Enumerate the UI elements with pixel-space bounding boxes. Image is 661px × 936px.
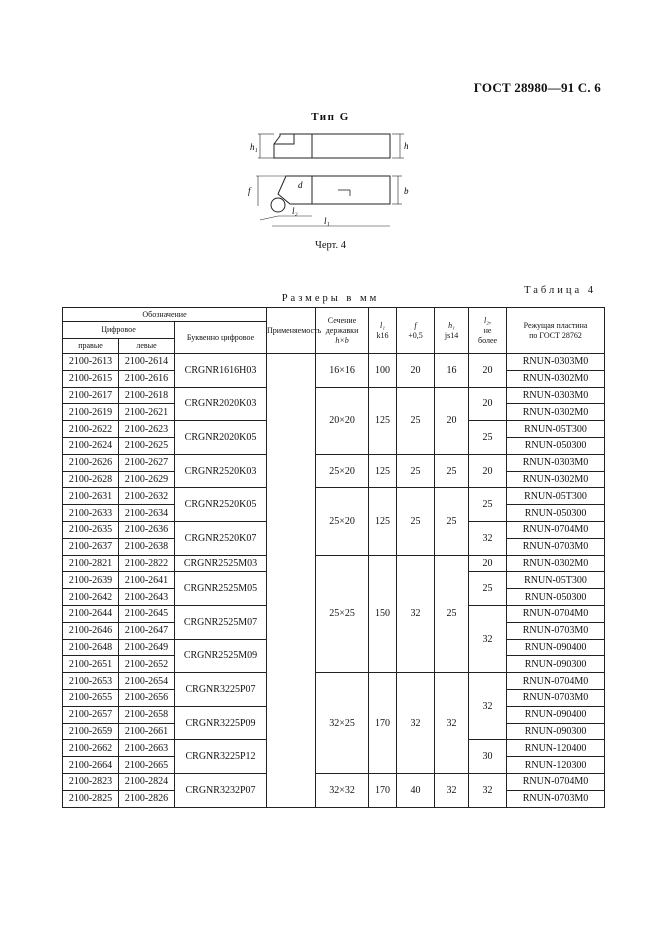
cell-insert: RNUN-0704M0 (507, 605, 605, 622)
cell-l2: 32 (469, 773, 507, 807)
label-b: b (404, 186, 409, 196)
cell-insert: RNUN-090400 (507, 706, 605, 723)
cell-h1: 20 (435, 387, 469, 454)
cell-right: 2100-2823 (63, 773, 119, 790)
cell-left: 2100-2623 (119, 421, 175, 438)
cell-right: 2100-2624 (63, 437, 119, 454)
cell-l2: 20 (469, 354, 507, 388)
header-l1: l₁ k16 (369, 308, 397, 354)
cell-insert: RNUN-0303M0 (507, 454, 605, 471)
cell-l2: 25 (469, 572, 507, 606)
cell-insert: RNUN-05T300 (507, 488, 605, 505)
cell-insert: RNUN-0302M0 (507, 370, 605, 387)
cell-right: 2100-2633 (63, 505, 119, 522)
cell-left: 2100-2663 (119, 740, 175, 757)
cell-l1: 170 (369, 673, 397, 774)
cell-l1: 125 (369, 488, 397, 555)
cell-insert: RNUN-0703M0 (507, 790, 605, 807)
header-f: f +0,5 (397, 308, 435, 354)
cell-insert: RNUN-0302M0 (507, 555, 605, 572)
cell-h1: 32 (435, 773, 469, 807)
cell-right: 2100-2664 (63, 757, 119, 774)
cell-left: 2100-2621 (119, 404, 175, 421)
cell-designation: CRGNR3225P07 (175, 673, 267, 707)
cell-applicability (267, 354, 316, 808)
cell-f: 25 (397, 387, 435, 454)
cell-right: 2100-2644 (63, 605, 119, 622)
cell-section: 32×32 (316, 773, 369, 807)
cell-right: 2100-2657 (63, 706, 119, 723)
cell-left: 2100-2625 (119, 437, 175, 454)
cell-right: 2100-2821 (63, 555, 119, 572)
cell-f: 20 (397, 354, 435, 388)
header-h1: h₁ js14 (435, 308, 469, 354)
cell-right: 2100-2642 (63, 589, 119, 606)
cell-right: 2100-2615 (63, 370, 119, 387)
cell-right: 2100-2622 (63, 421, 119, 438)
cell-l2: 32 (469, 521, 507, 555)
header-letter: Буквенно цифровое (175, 322, 267, 354)
cell-left: 2100-2627 (119, 454, 175, 471)
cell-h1: 32 (435, 673, 469, 774)
cell-insert: RNUN-090300 (507, 723, 605, 740)
cell-section: 25×25 (316, 555, 369, 673)
dimensions-table (62, 307, 605, 808)
cell-l2: 32 (469, 673, 507, 740)
header-right: правые (63, 339, 119, 354)
label-l1: l₁ (324, 216, 330, 226)
cell-left: 2100-2658 (119, 706, 175, 723)
cell-f: 25 (397, 488, 435, 555)
label-l2: l₂ (292, 206, 298, 216)
cell-h1: 16 (435, 354, 469, 388)
header-numeric: Цифровое (63, 322, 175, 339)
cell-left: 2100-2645 (119, 605, 175, 622)
header-insert: Режущая пластина по ГОСТ 28762 (507, 308, 605, 354)
cell-designation: CRGNR2520K05 (175, 488, 267, 522)
cell-left: 2100-2632 (119, 488, 175, 505)
cell-section: 25×20 (316, 454, 369, 488)
table-number: Таблица 4 (524, 285, 596, 296)
label-h: h (404, 141, 409, 151)
cell-left: 2100-2822 (119, 555, 175, 572)
cell-l1: 170 (369, 773, 397, 807)
cell-l1: 125 (369, 387, 397, 454)
label-f: f (248, 186, 251, 196)
cell-right: 2100-2646 (63, 622, 119, 639)
cell-right: 2100-2653 (63, 673, 119, 690)
cell-right: 2100-2631 (63, 488, 119, 505)
cell-insert: RNUN-050300 (507, 589, 605, 606)
cell-right: 2100-2635 (63, 521, 119, 538)
tool-drawing (230, 124, 420, 239)
cell-designation: CRGNR2020K03 (175, 387, 267, 421)
cell-right: 2100-2662 (63, 740, 119, 757)
cell-designation: CRGNR3225P09 (175, 706, 267, 740)
cell-left: 2100-2652 (119, 656, 175, 673)
cell-insert: RNUN-0703M0 (507, 538, 605, 555)
cell-f: 40 (397, 773, 435, 807)
cell-l1: 100 (369, 354, 397, 388)
cell-insert: RNUN-090300 (507, 656, 605, 673)
cell-left: 2100-2665 (119, 757, 175, 774)
cell-l2: 32 (469, 605, 507, 672)
cell-insert: RNUN-0704M0 (507, 521, 605, 538)
cell-h1: 25 (435, 488, 469, 555)
header-section: Сечение державки h×b (316, 308, 369, 354)
cell-right: 2100-2825 (63, 790, 119, 807)
cell-insert: RNUN-050300 (507, 437, 605, 454)
cell-left: 2100-2824 (119, 773, 175, 790)
cell-insert: RNUN-0704M0 (507, 673, 605, 690)
cell-insert: RNUN-0704M0 (507, 773, 605, 790)
cell-f: 32 (397, 673, 435, 774)
cell-section: 16×16 (316, 354, 369, 388)
cell-designation: CRGNR2520K07 (175, 521, 267, 555)
cell-insert: RNUN-120300 (507, 757, 605, 774)
cell-insert: RNUN-090400 (507, 639, 605, 656)
header-applicability: Применяемость (267, 308, 316, 354)
cell-left: 2100-2638 (119, 538, 175, 555)
cell-h1: 25 (435, 555, 469, 673)
cell-left: 2100-2629 (119, 471, 175, 488)
cell-right: 2100-2659 (63, 723, 119, 740)
cell-l1: 150 (369, 555, 397, 673)
figure-type-title: Тип G (311, 111, 350, 123)
cell-left: 2100-2656 (119, 689, 175, 706)
cell-l2: 25 (469, 421, 507, 455)
cell-right: 2100-2613 (63, 354, 119, 371)
cell-l2: 20 (469, 387, 507, 421)
cell-l2: 20 (469, 555, 507, 572)
cell-insert: RNUN-0703M0 (507, 622, 605, 639)
label-h1: h₁ (250, 142, 258, 152)
cell-designation: CRGNR2520K03 (175, 454, 267, 488)
cell-left: 2100-2636 (119, 521, 175, 538)
cell-designation: CRGNR1616H03 (175, 354, 267, 388)
cell-l1: 125 (369, 454, 397, 488)
cell-insert: RNUN-05T300 (507, 421, 605, 438)
cell-left: 2100-2826 (119, 790, 175, 807)
cell-left: 2100-2654 (119, 673, 175, 690)
figure-caption: Черт. 4 (315, 240, 346, 251)
cell-l2: 30 (469, 740, 507, 774)
cell-insert: RNUN-0302M0 (507, 404, 605, 421)
cell-designation: CRGNR3232P07 (175, 773, 267, 807)
cell-insert: RNUN-0302M0 (507, 471, 605, 488)
cell-left: 2100-2643 (119, 589, 175, 606)
cell-insert: RNUN-0303M0 (507, 387, 605, 404)
cell-designation: CRGNR2525M03 (175, 555, 267, 572)
label-d: d (298, 180, 303, 190)
cell-section: 25×20 (316, 488, 369, 555)
cell-l2: 20 (469, 454, 507, 488)
cell-left: 2100-2614 (119, 354, 175, 371)
cell-designation: CRGNR2020K05 (175, 421, 267, 455)
cell-section: 20×20 (316, 387, 369, 454)
cell-left: 2100-2661 (119, 723, 175, 740)
header-designation: Обозначение (63, 308, 267, 322)
cell-right: 2100-2651 (63, 656, 119, 673)
cell-f: 32 (397, 555, 435, 673)
header-l2: l₂, не более (469, 308, 507, 354)
cell-left: 2100-2647 (119, 622, 175, 639)
document-reference: ГОСТ 28980—91 С. 6 (473, 80, 601, 95)
cell-insert: RNUN-0303M0 (507, 354, 605, 371)
cell-left: 2100-2649 (119, 639, 175, 656)
cell-right: 2100-2628 (63, 471, 119, 488)
cell-right: 2100-2626 (63, 454, 119, 471)
cell-insert: RNUN-120400 (507, 740, 605, 757)
cell-insert: RNUN-050300 (507, 505, 605, 522)
cell-left: 2100-2618 (119, 387, 175, 404)
cell-designation: CRGNR3225P12 (175, 740, 267, 774)
header-left: левые (119, 339, 175, 354)
cell-insert: RNUN-0703M0 (507, 689, 605, 706)
cell-designation: CRGNR2525M05 (175, 572, 267, 606)
cell-right: 2100-2648 (63, 639, 119, 656)
cell-f: 25 (397, 454, 435, 488)
cell-h1: 25 (435, 454, 469, 488)
cell-section: 32×25 (316, 673, 369, 774)
cell-right: 2100-2637 (63, 538, 119, 555)
cell-l2: 25 (469, 488, 507, 522)
cell-insert: RNUN-05T300 (507, 572, 605, 589)
cell-right: 2100-2619 (63, 404, 119, 421)
cell-left: 2100-2616 (119, 370, 175, 387)
cell-designation: CRGNR2525M07 (175, 605, 267, 639)
table-units: Размеры в мм (281, 293, 380, 304)
cell-right: 2100-2639 (63, 572, 119, 589)
cell-designation: CRGNR2525M09 (175, 639, 267, 673)
cell-left: 2100-2641 (119, 572, 175, 589)
cell-left: 2100-2634 (119, 505, 175, 522)
cell-right: 2100-2655 (63, 689, 119, 706)
cell-right: 2100-2617 (63, 387, 119, 404)
